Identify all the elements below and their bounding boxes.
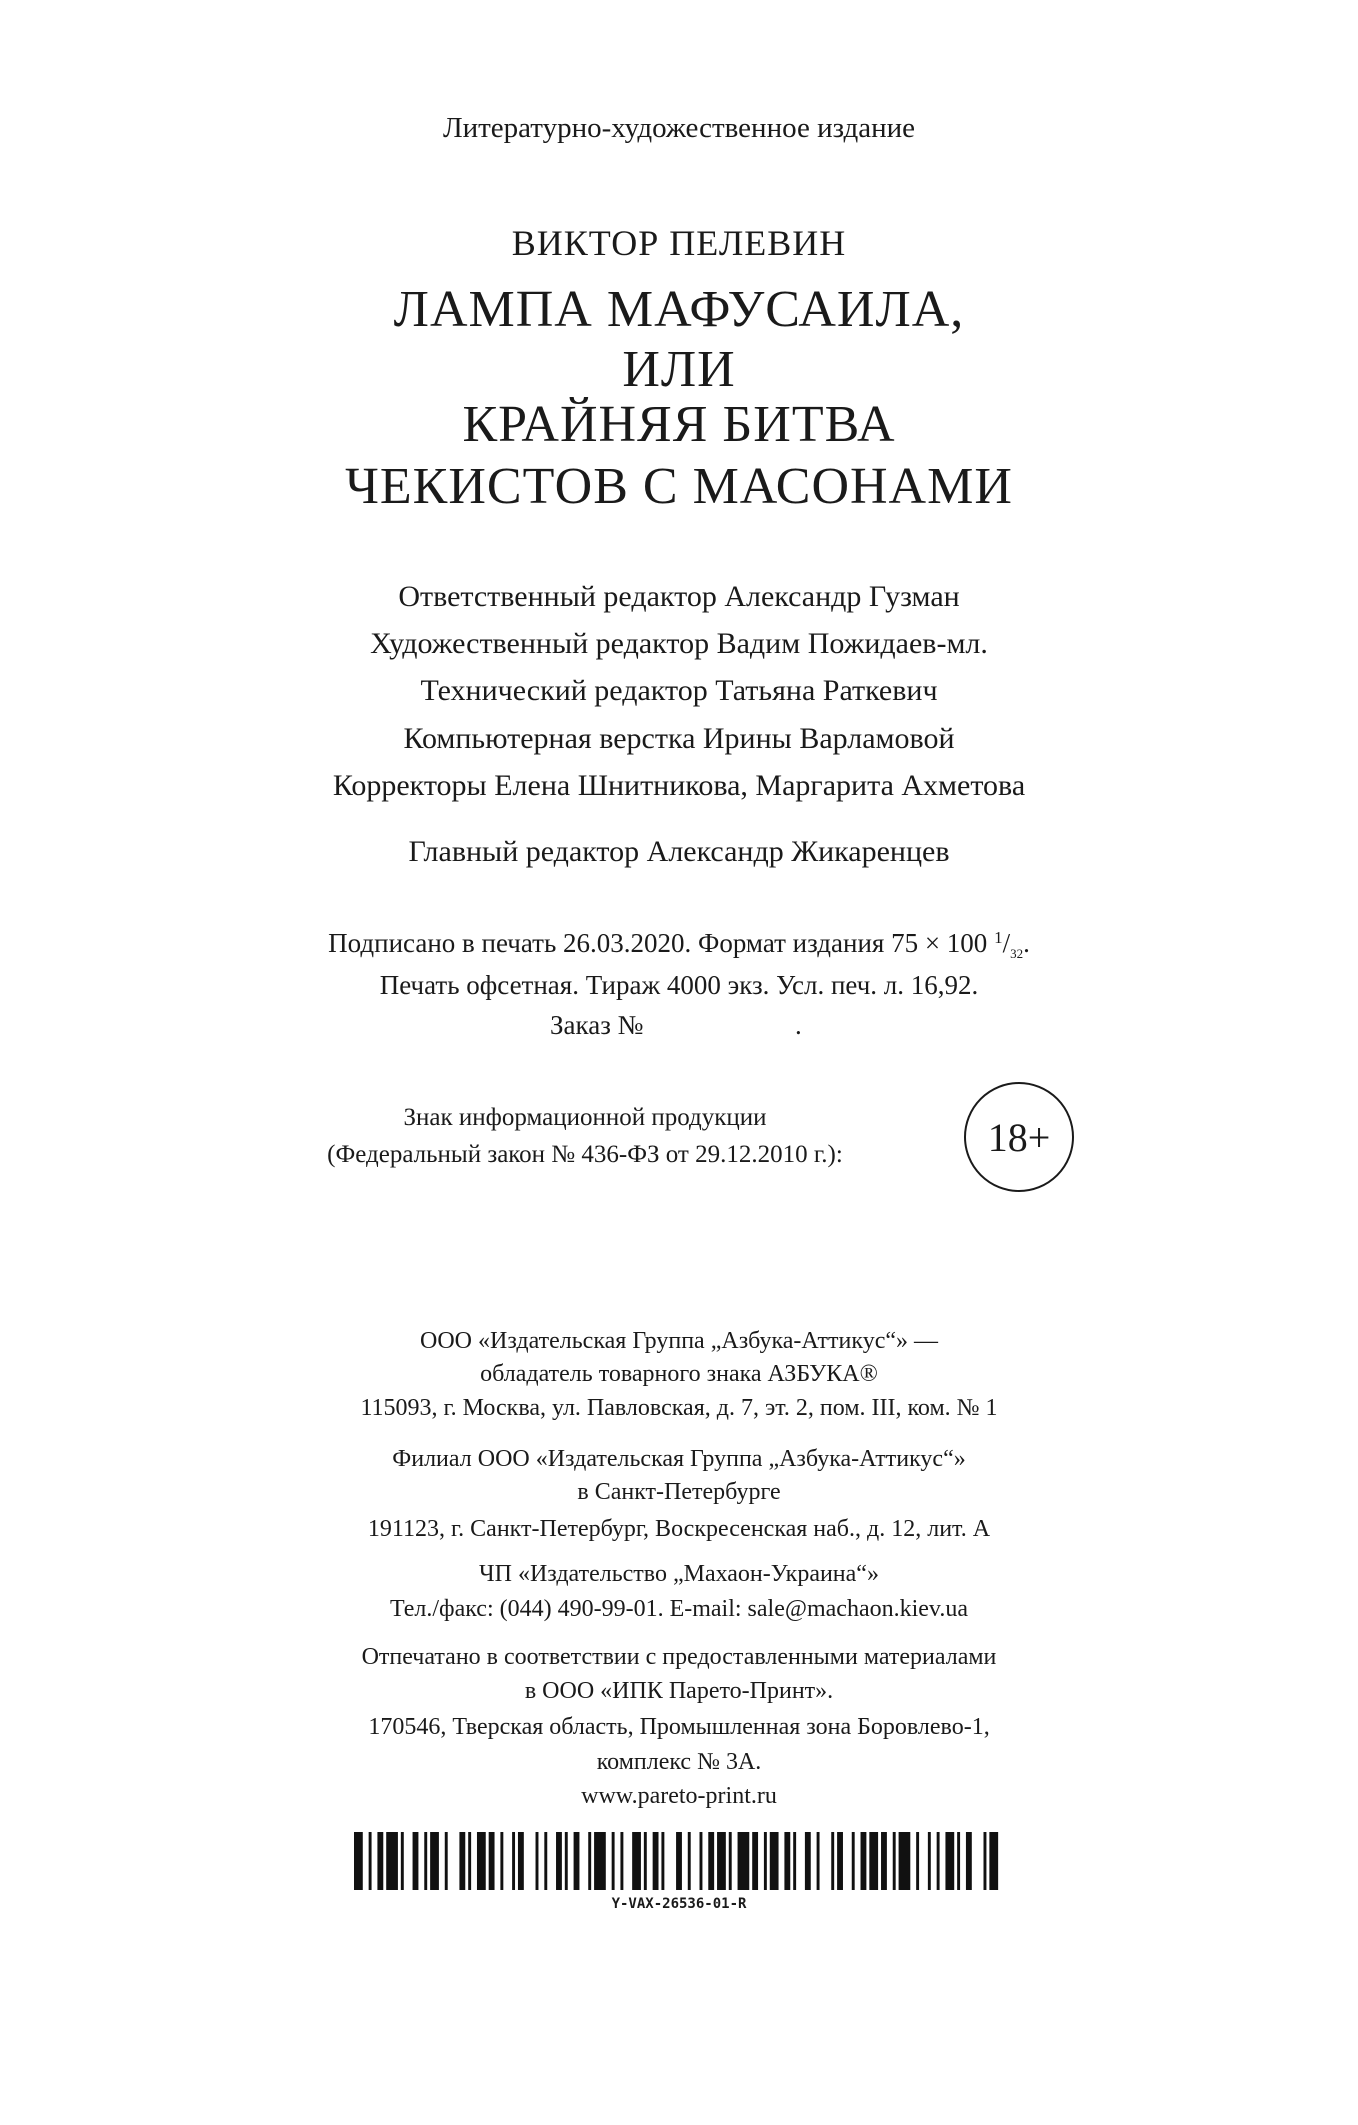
title-line-3: КРАЙНЯЯ БИТВА [462, 396, 896, 453]
barcode-bar [805, 1832, 811, 1890]
chief-editor: Главный редактор Александр Жикаренцев [408, 835, 950, 868]
print-info-line-2: Печать офсетная. Тираж 4000 экз. Усл. печ. л. 16,92. [379, 970, 979, 1000]
barcode-bar [770, 1832, 779, 1890]
barcode-bar [764, 1832, 767, 1890]
title-line-2: ИЛИ [622, 341, 736, 398]
format-fraction-denominator: 32 [1010, 946, 1024, 961]
barcode-bar [852, 1832, 855, 1890]
printer-address-1: 170546, Тверская область, Промышленная зона Боровлево-1, [368, 1714, 990, 1740]
barcode-bar [831, 1832, 834, 1890]
barcode-bar [459, 1832, 465, 1890]
age-rating-badge [964, 1082, 1074, 1192]
genre-label: Литературно-художественное издание [442, 112, 916, 144]
barcode-bar [377, 1832, 383, 1890]
barcode-bar [468, 1832, 471, 1890]
barcode-bar [817, 1832, 820, 1890]
barcode-bar [957, 1832, 960, 1890]
barcode [354, 1832, 1004, 1890]
barcode-bar [688, 1832, 691, 1890]
barcode-bar [445, 1832, 448, 1890]
credit-art-editor: Художественный редактор Вадим Пожидаев-мл. [370, 627, 988, 660]
branch-address: 191123, г. Санкт-Петербург, Воскресенская наб., д. 12, лит. А [367, 1516, 991, 1542]
barcode-bar [574, 1832, 580, 1890]
barcode-bar [500, 1832, 503, 1890]
barcode-bar [784, 1832, 790, 1890]
age-rating-label-2: (Федеральный закон № 436-ФЗ от 29.12.2010 г.): [327, 1141, 843, 1168]
barcode-bar [989, 1832, 998, 1890]
barcode-bar [966, 1832, 972, 1890]
barcode-bar [653, 1832, 659, 1890]
barcode-bar [512, 1832, 515, 1890]
barcode-bar [729, 1832, 732, 1890]
print-format-text: Подписано в печать 26.03.2020. Формат издания 75 × 100 [328, 928, 988, 958]
print-info-line-1: Подписано в печать 26.03.2020. Формат издания 75 × 100 $^1/_{32}$. [328, 928, 1030, 961]
format-fraction-numerator: 1 [994, 928, 1003, 947]
barcode-bar [881, 1832, 887, 1890]
barcode-bar [565, 1832, 568, 1890]
order-number-label: Заказ № [550, 1010, 644, 1040]
printer-line-2: в ООО «ИПК Парето-Принт». [524, 1678, 834, 1704]
barcode-bar [489, 1832, 495, 1890]
barcode-bar [477, 1832, 486, 1890]
barcode-bar [632, 1832, 641, 1890]
printer-website: www.pareto-print.ru [581, 1783, 777, 1809]
credit-technical-editor: Технический редактор Татьяна Раткевич [420, 674, 938, 707]
barcode-bar [644, 1832, 647, 1890]
barcode-bar [717, 1832, 726, 1890]
credit-responsible-editor: Ответственный редактор Александр Гузман [398, 580, 960, 613]
barcode-caption: Y-VAX-26536-01-R [611, 1896, 747, 1912]
barcode-bar [752, 1832, 758, 1890]
barcode-bar [369, 1832, 372, 1890]
barcode-bar [893, 1832, 896, 1890]
barcode-bar [928, 1832, 931, 1890]
barcode-bar [861, 1832, 867, 1890]
barcode-bar [612, 1832, 615, 1890]
barcode-bar [937, 1832, 940, 1890]
ukraine-contacts: Тел./факс: (044) 490-99-01. E-mail: sale@machaon.kiev.ua [389, 1596, 969, 1622]
barcode-bar [738, 1832, 750, 1890]
barcode-bar [536, 1832, 539, 1890]
barcode-bar [386, 1832, 398, 1890]
barcode-bar [708, 1832, 714, 1890]
barcode-bar [916, 1832, 919, 1890]
barcode-bar [700, 1832, 703, 1890]
ukraine-publisher: ЧП «Издательство „Махаон-Украина“» [479, 1561, 879, 1587]
barcode-bar [984, 1832, 987, 1890]
branch-line-2: в Санкт-Петербурге [577, 1479, 781, 1505]
barcode-bar [676, 1832, 682, 1890]
age-rating-label-1: Знак информационной продукции [403, 1104, 767, 1131]
barcode-bar [413, 1832, 419, 1890]
printer-address-2: комплекс № 3А. [596, 1749, 762, 1775]
title-line-1: ЛАМПА МАФУСАИЛА, [393, 281, 965, 338]
barcode-bar [594, 1832, 606, 1890]
title-line-4: ЧЕКИСТОВ С МАСОНАМИ [345, 458, 1013, 515]
barcode-bar [401, 1832, 404, 1890]
barcode-bar [661, 1832, 664, 1890]
barcode-bar [424, 1832, 427, 1890]
barcode-bar [588, 1832, 591, 1890]
barcode-bar [899, 1832, 911, 1890]
publisher-line-2: обладатель товарного знака АЗБУКА® [480, 1361, 878, 1387]
publisher-line-1: ООО «Издательская Группа „Азбука-Аттикус“» — [420, 1328, 938, 1354]
credit-proofreaders: Корректоры Елена Шнитникова, Маргарита Ахметова [332, 769, 1026, 802]
author-name: ВИКТОР ПЕЛЕВИН [511, 223, 847, 263]
order-number-dot: . [795, 1010, 802, 1040]
barcode-bar [430, 1832, 439, 1890]
barcode-bar [837, 1832, 843, 1890]
barcode-bar [793, 1832, 796, 1890]
barcode-bar [544, 1832, 547, 1890]
publisher-address: 115093, г. Москва, ул. Павловская, д. 7, эт. 2, пом. III, ком. № 1 [360, 1395, 998, 1421]
barcode-bar [620, 1832, 623, 1890]
printer-line-1: Отпечатано в соответствии с предоставленными материалами [361, 1644, 997, 1670]
age-rating-value: 18+ [987, 1114, 1051, 1160]
barcode-bar [556, 1832, 562, 1890]
barcode-bar [945, 1832, 954, 1890]
barcode-bar [354, 1832, 363, 1890]
barcode-bar [518, 1832, 524, 1890]
credit-layout: Компьютерная верстка Ирины Варламовой [403, 722, 955, 755]
branch-line-1: Филиал ООО «Издательская Группа „Азбука-Аттикус“» [392, 1446, 966, 1472]
barcode-bar [869, 1832, 878, 1890]
